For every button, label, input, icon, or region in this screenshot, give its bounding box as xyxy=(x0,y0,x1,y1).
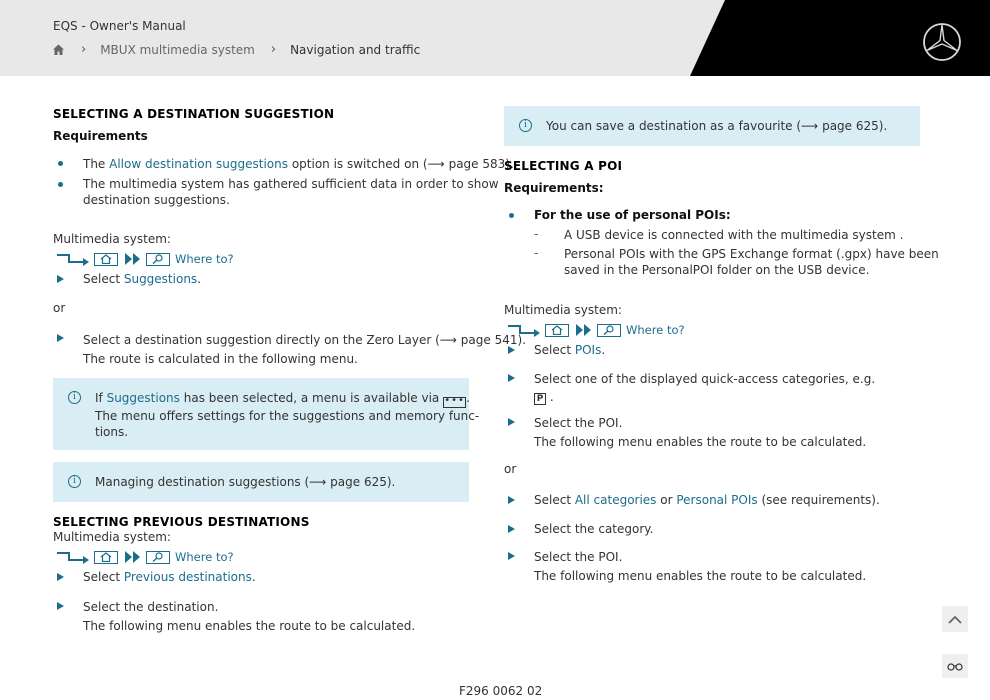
info-icon: i xyxy=(68,475,81,488)
suggestions-link[interactable]: Suggestions xyxy=(123,272,198,286)
section-title-previous-destinations: SELECTING PREVIOUS DESTINATIONS xyxy=(53,515,310,529)
usb-requirement: A USB device is connected with the multimedia system . xyxy=(564,228,904,242)
step-arrow-icon xyxy=(57,275,64,283)
menu-dots-icon: ••• xyxy=(444,395,465,406)
step-select-poi: Select the POI. The following menu enables the route to be calculated. xyxy=(534,416,867,449)
home-destination-icon[interactable] xyxy=(94,253,118,266)
or-separator: or xyxy=(53,301,66,315)
step-select-poi-2: Select the POI. The following menu enables the route to be calculated. xyxy=(534,550,867,583)
glasses-icon xyxy=(947,661,963,671)
step-select-pois: Select POIs. xyxy=(534,343,606,357)
multimedia-system-label: Multimedia system: xyxy=(504,303,622,317)
nav-path-where-to xyxy=(507,321,685,339)
info-box-suggestions-menu: i If Suggestions has been selected, a menu is available via •••. The menu offers settings for the suggestions and memory func- tions. xyxy=(53,378,469,450)
chevron-right-icon: › xyxy=(270,42,277,57)
search-icon[interactable] xyxy=(597,324,621,337)
chevron-up-icon xyxy=(948,615,962,624)
gpx-requirement: Personal POIs with the GPS Exchange format (.gpx) have been saved in the PersonalPOI folder on the USB device. xyxy=(564,247,939,277)
home-destination-icon[interactable] xyxy=(545,324,569,337)
info-icon: i xyxy=(519,119,532,132)
breadcrumb-mbux[interactable]: MBUX multimedia system xyxy=(100,42,255,57)
home-icon[interactable] xyxy=(52,43,65,56)
step-select-suggestions: Select Suggestions. xyxy=(83,272,202,286)
dash: - xyxy=(534,246,539,260)
step-arrow-icon xyxy=(508,496,515,504)
search-icon[interactable] xyxy=(146,253,170,266)
step-arrow-icon xyxy=(57,334,64,342)
section-title-poi: SELECTING A POI xyxy=(504,159,623,173)
allow-destination-suggestions-link[interactable]: Allow destination suggestions xyxy=(109,157,289,171)
navigation-arrow-icon xyxy=(56,549,90,565)
where-to-link[interactable]: Where to? xyxy=(175,252,234,266)
figure-code: F296 0062 02 xyxy=(459,684,543,698)
requirement-allow-suggestions: The Allow destination suggestions option is switched on (⟶ page 583). xyxy=(83,157,514,171)
where-to-link[interactable]: Where to? xyxy=(175,550,234,564)
suggestions-link[interactable]: Suggestions xyxy=(106,391,180,405)
step-select-all-categories: Select All categories or Personal POIs (see requirements). xyxy=(534,493,880,507)
chevron-right-icon: › xyxy=(81,42,87,57)
requirement-sufficient-data: The multimedia system has gathered sufficient data in order to show destination suggestions. xyxy=(83,177,499,207)
reading-mode-button[interactable] xyxy=(942,654,968,678)
document-title: EQS - Owner's Manual xyxy=(53,19,186,33)
nav-path-where-to xyxy=(56,548,234,566)
requirements-heading: Requirements xyxy=(53,129,148,143)
or-separator: or xyxy=(504,462,517,476)
info-box-managing-suggestions: i Managing destination suggestions (⟶ page 625). xyxy=(53,462,469,502)
info-icon: i xyxy=(68,391,81,404)
breadcrumb xyxy=(52,42,420,57)
step-arrow-icon xyxy=(508,418,515,426)
multimedia-system-label: Multimedia system: xyxy=(53,232,171,246)
all-categories-link[interactable]: All categories xyxy=(574,493,657,507)
step-select-previous: Select Previous destinations. xyxy=(83,570,256,584)
section-title-destination-suggestion: SELECTING A DESTINATION SUGGESTION xyxy=(53,107,335,121)
scroll-to-top-button[interactable] xyxy=(942,606,968,632)
breadcrumb-navigation[interactable]: Navigation and traffic xyxy=(290,42,421,57)
step-arrow-icon xyxy=(508,346,515,354)
nav-path-where-to xyxy=(56,250,234,268)
search-icon[interactable] xyxy=(146,551,170,564)
parking-icon: P xyxy=(534,393,546,405)
pois-link[interactable]: POIs xyxy=(574,343,602,357)
step-zero-layer: Select a destination suggestion directly on the Zero Layer (⟶ page 541). The route is calculated in the following menu. xyxy=(83,333,526,366)
dash: - xyxy=(534,227,539,241)
step-select-destination: Select the destination. The following menu enables the route to be calculated. xyxy=(83,600,416,633)
step-quick-access: Select one of the displayed quick-access categories, e.g. P . xyxy=(534,372,876,404)
step-arrow-icon xyxy=(508,552,515,560)
fast-forward-icon xyxy=(575,323,593,337)
fast-forward-icon xyxy=(124,550,142,564)
bullet xyxy=(58,182,63,187)
where-to-link[interactable]: Where to? xyxy=(626,323,685,337)
bullet xyxy=(58,161,63,166)
fast-forward-icon xyxy=(124,252,142,266)
step-arrow-icon xyxy=(57,573,64,581)
personal-pois-requirement: For the use of personal POIs: xyxy=(534,208,731,222)
info-box-favourite: i You can save a destination as a favourite (⟶ page 625). xyxy=(504,106,920,146)
home-destination-icon[interactable] xyxy=(94,551,118,564)
mercedes-star-logo xyxy=(922,22,962,62)
requirements-heading: Requirements: xyxy=(504,181,604,195)
step-select-category: Select the category. xyxy=(534,522,654,536)
navigation-arrow-icon xyxy=(507,322,541,338)
multimedia-system-label: Multimedia system: xyxy=(53,530,171,544)
personal-pois-link[interactable]: Personal POIs xyxy=(676,493,758,507)
previous-destinations-link[interactable]: Previous destinations xyxy=(123,570,252,584)
navigation-arrow-icon xyxy=(56,251,90,267)
page-header xyxy=(0,0,990,76)
bullet xyxy=(509,213,514,218)
step-arrow-icon xyxy=(508,525,515,533)
step-arrow-icon xyxy=(57,602,64,610)
step-arrow-icon xyxy=(508,374,515,382)
